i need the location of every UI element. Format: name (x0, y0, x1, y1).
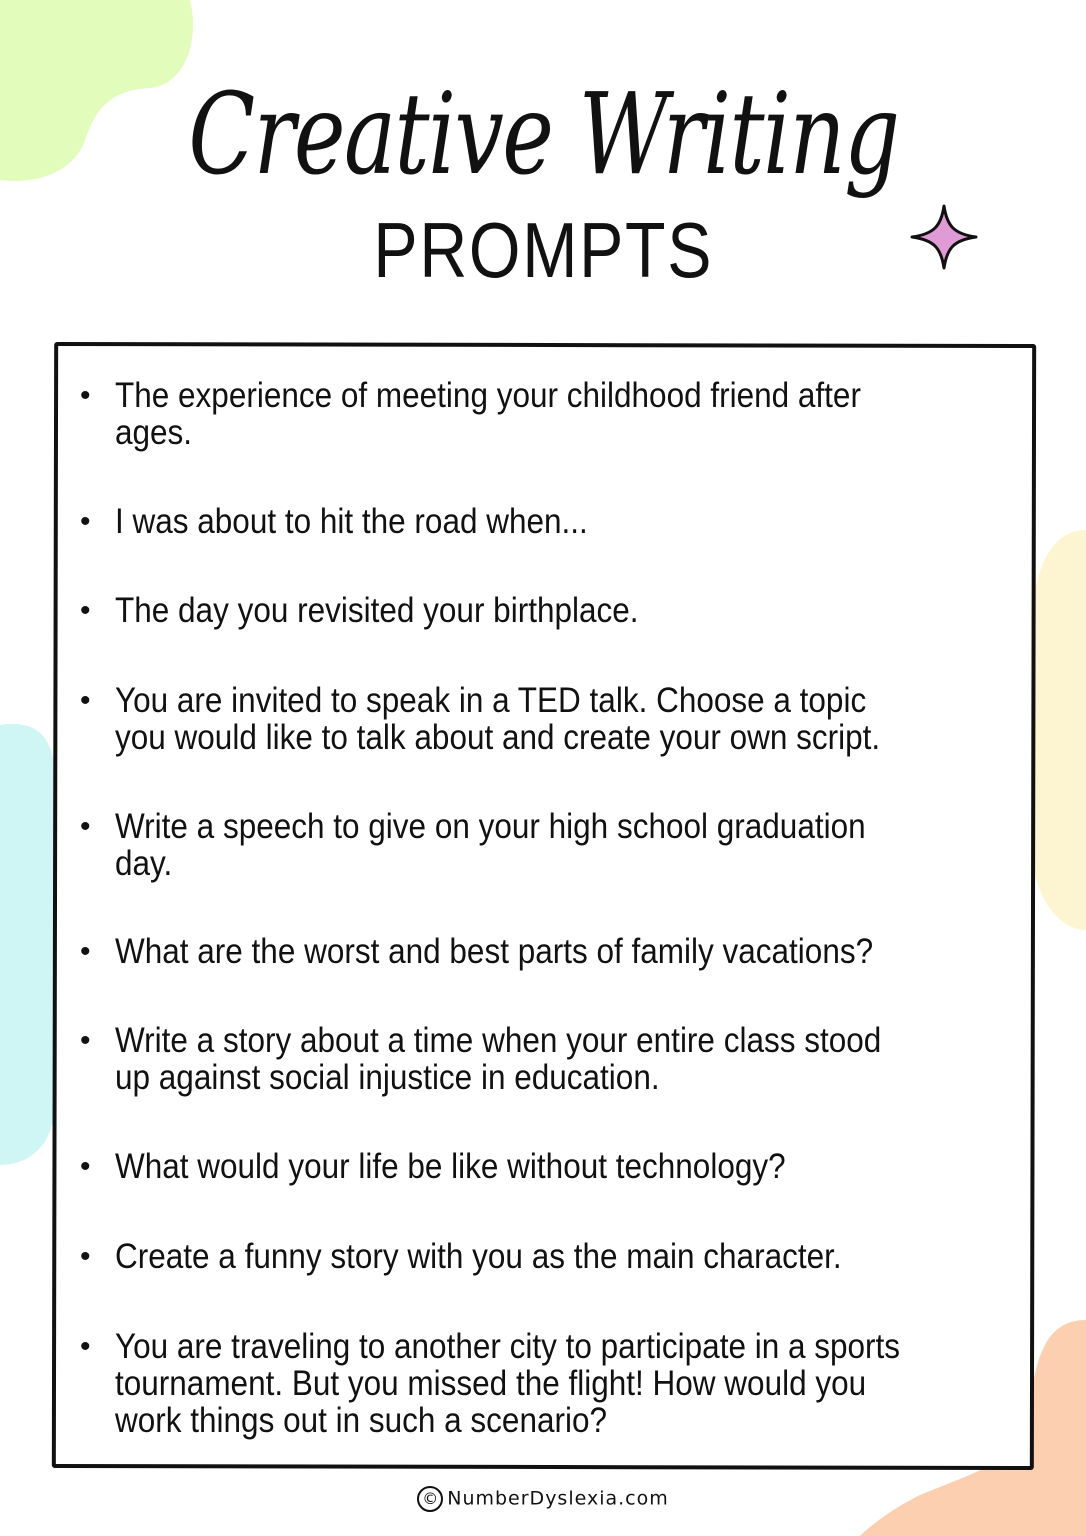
bullet-icon: • (80, 505, 91, 538)
site-name: NumberDyslexia.com (447, 1487, 669, 1510)
title-script: Creative Writing (188, 70, 899, 200)
prompt-item: • Write a speech to give on your high school graduation day. (80, 807, 866, 883)
bullet-icon: • (80, 1330, 91, 1363)
prompt-item: • The day you revisited your birthplace. (80, 591, 639, 630)
bullet-icon: • (80, 1024, 91, 1057)
sparkle-star-icon (910, 204, 978, 270)
bullet-icon: • (80, 379, 91, 412)
prompt-item: • I was about to hit the road when... (80, 502, 588, 541)
prompt-item: • You are traveling to another city to participate in a sports tournament. But you missed the flight! How would you work things out in such a scenario? (80, 1327, 901, 1440)
bullet-icon: • (80, 1240, 91, 1273)
cyan-blob-decoration (0, 720, 60, 1170)
bullet-icon: • (80, 684, 91, 717)
footer-credit (0, 1486, 1086, 1512)
prompt-item: • The experience of meeting your childhood friend after ages. (80, 376, 861, 452)
bullet-icon: • (80, 594, 91, 627)
bullet-icon: • (80, 1150, 91, 1183)
copyright-icon: © (417, 1486, 443, 1512)
prompt-item: • Create a funny story with you as the main character. (80, 1237, 842, 1276)
title-subtitle: PROMPTS (373, 206, 714, 294)
prompt-item: • What are the worst and best parts of family vacations? (80, 932, 874, 971)
bullet-icon: • (80, 810, 91, 843)
prompt-item: • Write a story about a time when your entire class stood up against social injustice in education. (80, 1021, 882, 1097)
prompt-item: • You are invited to speak in a TED talk. Choose a topic you would like to talk about and create your own script. (80, 681, 881, 757)
bullet-icon: • (80, 935, 91, 968)
prompt-item: • What would your life be like without technology? (80, 1147, 786, 1186)
